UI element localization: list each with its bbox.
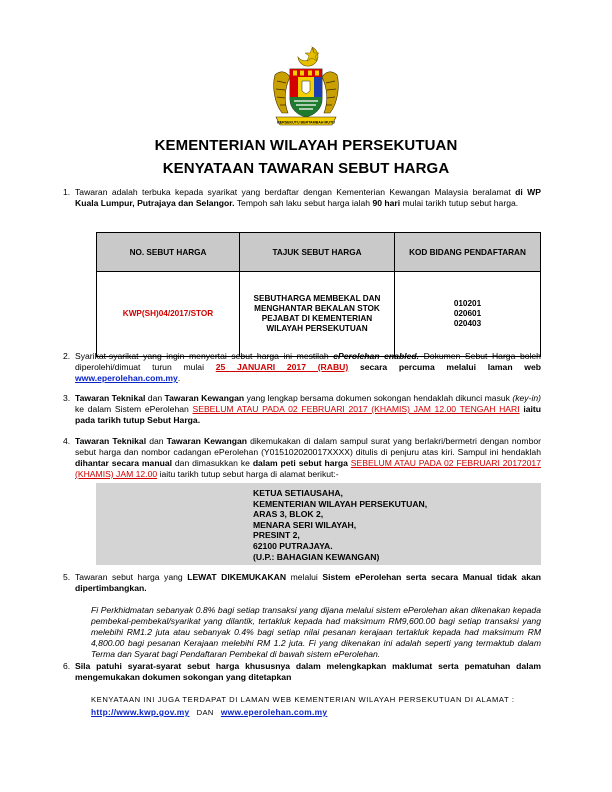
tender-table xyxy=(96,232,541,357)
column-header-tajuk: TAJUK SEBUT HARGA xyxy=(240,233,395,272)
registration-codes: 010201 020601 020403 xyxy=(395,272,541,357)
column-header-kod: KOD BIDANG PENDAFTARAN xyxy=(395,233,541,272)
kwp-website-link[interactable]: http://www.kwp.gov.my xyxy=(91,707,190,717)
item-6-text: Sila patuhi syarat-syarat sebut harga khususnya dalam melengkapkan maklumat serta pematuhan dalam mengemukakan dokumen sokongan yang ditetapkan xyxy=(75,661,541,682)
item-6-number: 6. xyxy=(63,661,71,671)
address-line: ARAS 3, BLOK 2, xyxy=(253,509,324,520)
address-line: MENARA SERI WILAYAH, xyxy=(253,519,357,530)
item-2-text: Syarikat-syarikat yang ingin menyertai sebut harga ini mestilah ePerolehan enabled. Dokumen Sebut Harga boleh diperolehi/dimuat turun mulai 25 JANUARI 2017 (RABU) secara percuma melalui laman web www.eperolehan.com.my. xyxy=(75,351,542,383)
table-header-row xyxy=(97,233,541,272)
item-5-text: Tawaran sebut harga yang LEWAT DIKEMUKAKAN melalui Sistem ePerolehan serta secara Manual tidak akan dipertimbangkan. xyxy=(75,572,542,593)
address-line: KETUA SETIAUSAHA, xyxy=(253,488,343,498)
coat-of-arms-icon xyxy=(272,43,340,131)
address-line: PRESINT 2, xyxy=(253,530,300,541)
address-line: KEMENTERIAN WILAYAH PERSEKUTUAN, xyxy=(253,498,428,509)
item-4-text: Tawaran Teknikal dan Tawaran Kewangan dikemukakan di dalam sampul surat yang berlakri/bermetri dengan nombor sebut harga dan nombor cadangan ePerolehan (Y015102020017XXXX) ditulis di penjuru atas kiri. Sampul ini hendaklah dihantar secara manual dan dimasukkan ke dalam peti sebut harga SEBELUM ATAU PADA 02 FEBRUARI 20172017 (KHAMIS) JAM 12.00 iaitu tarikh tutup sebut harga di alamat berikut:- xyxy=(75,436,541,479)
eperolehan-link[interactable]: www.eperolehan.com.my xyxy=(75,373,178,383)
item-1-number: 1. xyxy=(63,187,71,197)
address-line: (U.P.: BAHAGIAN KEWANGAN) xyxy=(253,551,380,562)
column-header-no: NO. SEBUT HARGA xyxy=(97,233,240,272)
item-3-number: 3. xyxy=(63,393,71,403)
tender-number: KWP(SH)04/2017/STOR xyxy=(97,272,240,357)
item-3-text: Tawaran Teknikal dan Tawaran Kewangan yang lengkap bersama dokumen sokongan hendaklah dikunci masuk (key-in) ke dalam Sistem ePerolehan SEBELUM ATAU PADA 02 FEBRUARI 2017 (KHAMIS) JAM 12.00 TENGAH HARI iaitu pada tarikh tutup Sebut Harga. xyxy=(75,393,541,425)
item-5-number: 5. xyxy=(63,572,71,582)
eperolehan-website-link[interactable]: www.eperolehan.com.my xyxy=(220,707,328,717)
svg-text:BERSEKUTU BERTAMBAH MUTU: BERSEKUTU BERTAMBAH MUTU xyxy=(277,120,335,125)
ministry-title: KEMENTERIAN WILAYAH PERSEKUTUAN xyxy=(154,137,458,154)
table-row xyxy=(97,272,541,357)
footer-notice: KENYATAAN INI JUGA TERDAPAT DI LAMAN WEB KEMENTERIAN WILAYAH PERSEKUTUAN DI ALAMAT : http://www.kwp.gov.my DAN www.eperolehan.com.my xyxy=(91,695,515,717)
item-4-number: 4. xyxy=(63,436,71,446)
tender-title: SEBUTHARGA MEMBEKAL DAN MENGHANTAR BEKALAN STOK PEJABAT DI KEMENTERIAN WILAYAH PERSEKUTUAN xyxy=(240,272,395,357)
address-line: 62100 PUTRAJAYA. xyxy=(253,540,333,551)
address-box xyxy=(96,483,541,565)
service-fee-note: Fi Perkhidmatan sebanyak 0.8% bagi setiap transaksi yang dijana melalui sistem ePerolehan akan dikenakan kepada pembekal-pembekal/syarikat yang dilantik, tertakluk kepada had maksimum RM9,600.00 bagi setiap transaksi yang melebihi RM1.2 juta atau sebanyak 0.4% bagi setiap nilai pesanan kerajaan tertakluk kepada had maksimum RM 4,800.00 bagi pesanan Kerajaan melebihi RM 1.2 juta. Fi yang dikenakan ini adalah seperti yang termaktub dalam Terma dan Syarat bagi Pendaftaran Pembekal di bawah sistem ePerolehan. xyxy=(91,605,541,659)
item-2-number: 2. xyxy=(63,351,71,361)
item-1-text: Tawaran adalah terbuka kepada syarikat yang berdaftar dengan Kementerian Kewangan Malaysia beralamat di WP Kuala Lumpur, Putrajaya dan Selangor. Tempoh sah laku sebut harga ialah 90 hari mulai tarikh tutup sebut harga. xyxy=(75,187,542,208)
notice-title: KENYATAAN TAWARAN SEBUT HARGA xyxy=(162,160,450,177)
